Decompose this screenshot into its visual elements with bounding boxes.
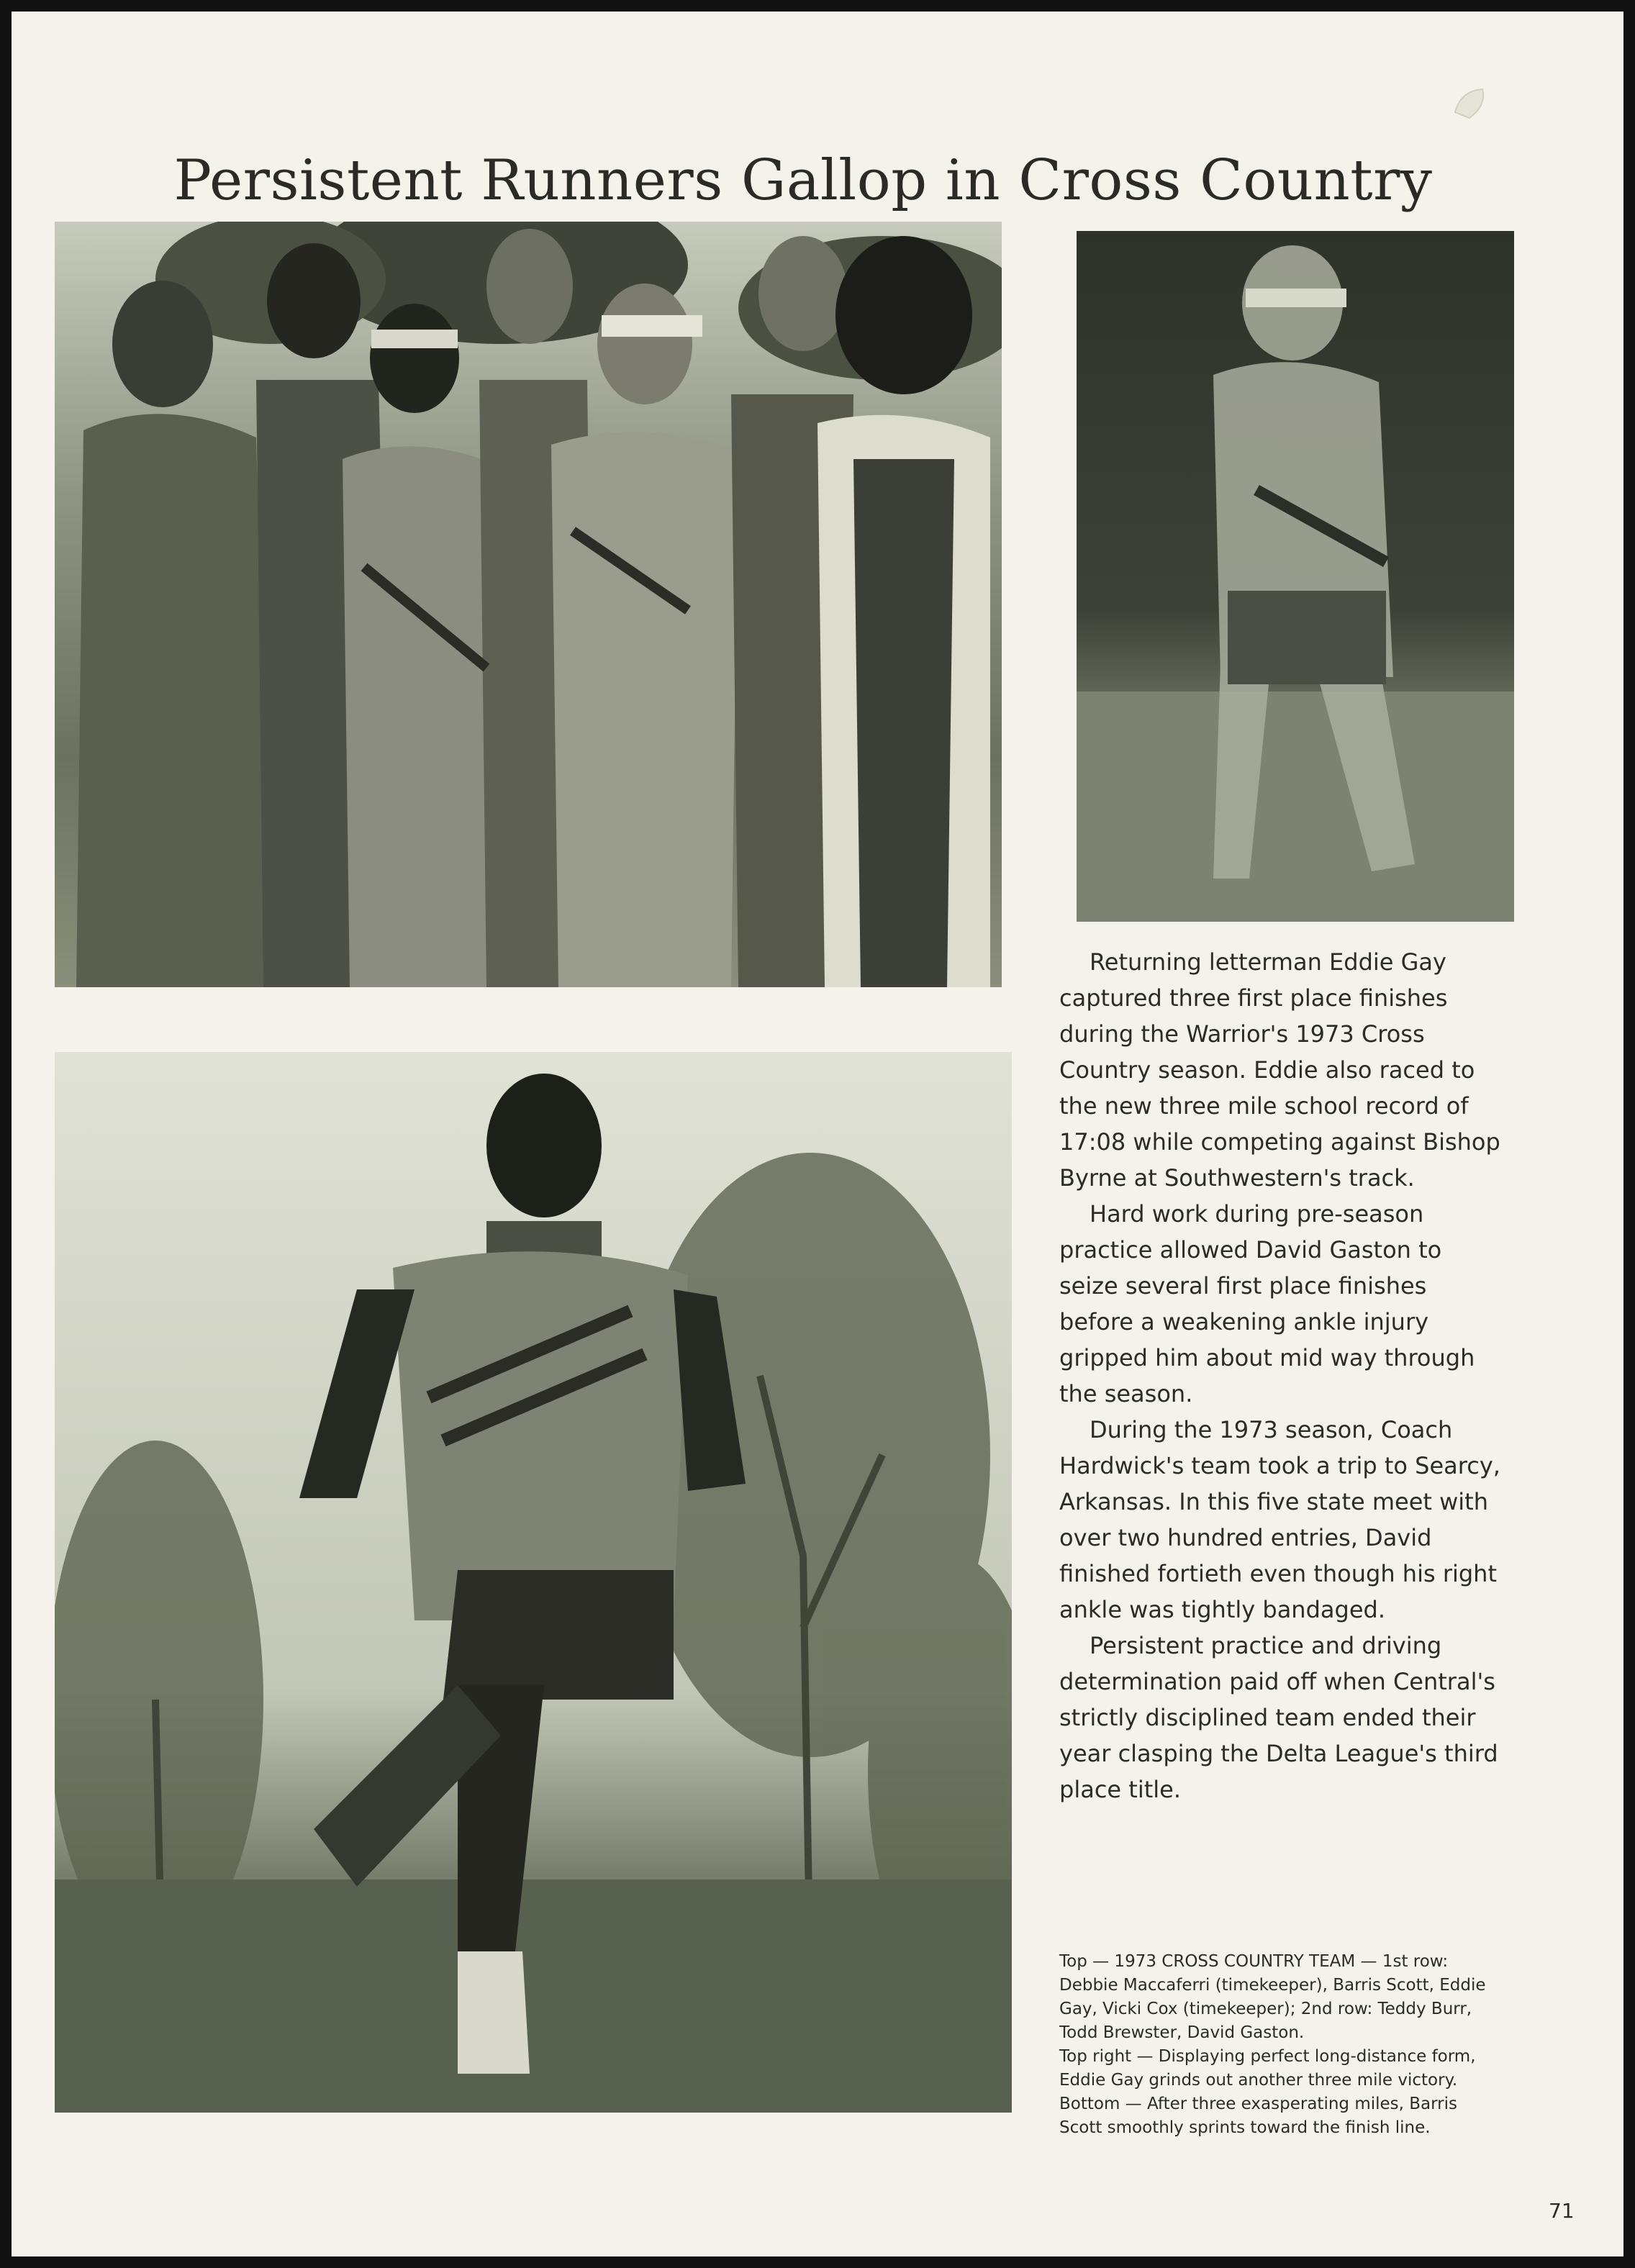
caption-top: Top — 1973 CROSS COUNTRY TEAM — 1st row: Debbie Maccaferri (timekeeper), Barris Scott, Eddie Gay, Vicki Cox (timekeeper); 2nd row: Teddy Burr, Todd Brewster, David Gaston. xyxy=(1059,1952,1486,2042)
story-paragraph: Persistent practice and driving determination paid off when Central's strictly disciplined team ended their year clasping the Delta League's third place title. xyxy=(1059,1632,1498,1803)
team-photo xyxy=(55,222,1002,987)
story-paragraph: During the 1973 season, Coach Hardwick's team took a trip to Searcy, Arkansas. In this five state meet with over two hundred entries, David finished fortieth even though his right ankle was tightly bandaged. xyxy=(1059,1416,1500,1623)
page-number: 71 xyxy=(1549,2199,1575,2223)
runner-eddie-gay-image xyxy=(1077,231,1514,922)
caption-top-right: Top right — Displaying perfect long-distance form, Eddie Gay grinds out another three mile victory. xyxy=(1059,2047,1476,2090)
yearbook-page xyxy=(12,12,1623,2256)
runner-eddie-gay-photo xyxy=(1077,231,1514,922)
team-photo-image xyxy=(55,222,1002,987)
runner-barris-scott-photo xyxy=(55,1052,1012,2113)
page-title: Persistent Runners Gallop in Cross Country xyxy=(173,148,1433,213)
story-paragraph: Hard work during pre-season practice allowed David Gaston to seize several first place finishes before a weakening ankle injury gripped him about mid way through the season. xyxy=(1059,1200,1475,1407)
photo-captions xyxy=(1059,1950,1498,2140)
story-text xyxy=(1059,944,1505,1807)
runner-barris-scott-image xyxy=(55,1052,1012,2113)
story-paragraph: Returning letterman Eddie Gay captured three first place finishes during the Warrior's 1973 Cross Country season. Eddie also raced to the new three mile school record of 17:08 while competing against Bishop Byrne at Southwestern's track. xyxy=(1059,948,1500,1192)
paper-blemish-icon xyxy=(1451,83,1491,124)
caption-bottom: Bottom — After three exasperating miles, Barris Scott smoothly sprints toward the finish line. xyxy=(1059,2095,1458,2137)
